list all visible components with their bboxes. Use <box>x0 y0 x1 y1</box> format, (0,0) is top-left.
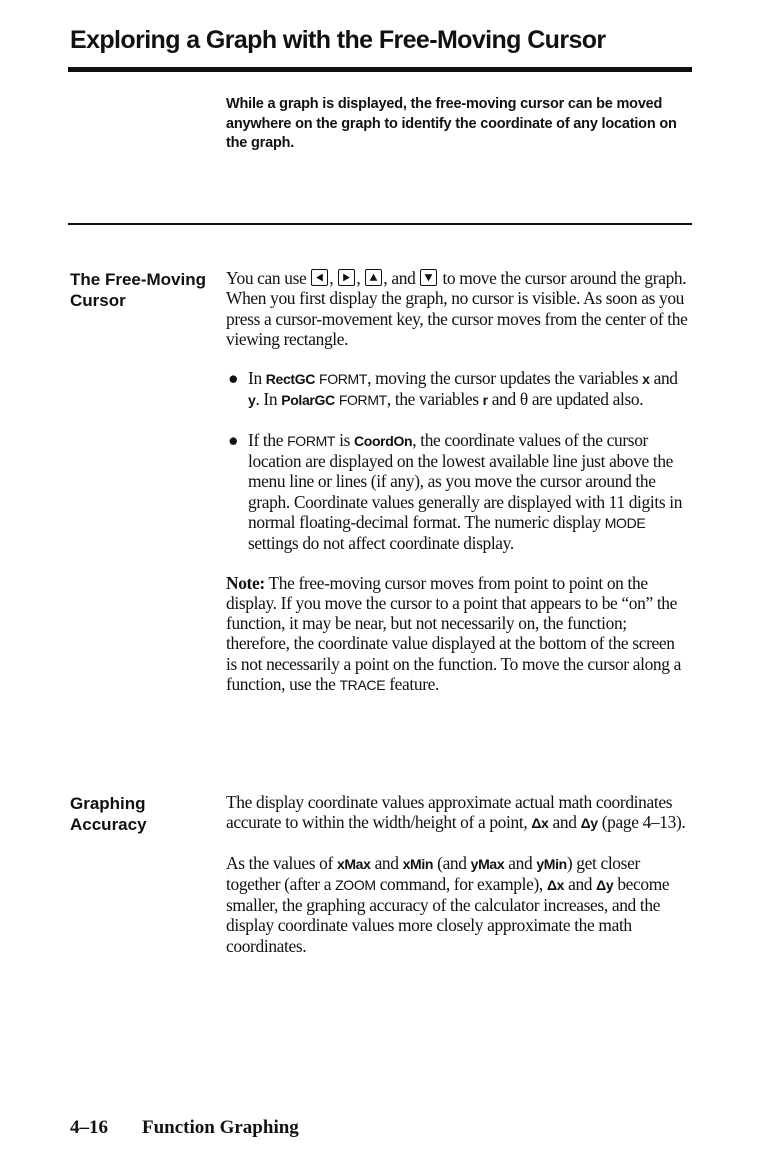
section-heading-graphing-accuracy <box>70 793 147 835</box>
bullet-icon: ● <box>228 429 239 450</box>
page-number: 4–16 <box>70 1117 108 1138</box>
chapter-title: Function Graphing <box>142 1117 299 1138</box>
note-label: Note: <box>226 572 265 593</box>
section-divider <box>68 223 692 225</box>
accuracy-paragraph: As the values of xMax and xMin (and yMax and yMin) get closer together (after a ZOOM command, for example), Δx and Δy become smaller, the graphing accuracy of the calculator increases, and the display coordinate values more closely approximate the math coordinates. <box>226 852 670 956</box>
heading-line: The Free-Moving <box>70 270 207 289</box>
list-item: ● If the FORMT is CoordOn, the coordinate values of the cursor location are displayed on the lowest available line just above the menu line or lines (if any), as you move the cursor around the graph. Coordinate values generally are displayed with 11 digits in normal floating-decimal format. The numeric display MODE settings do not affect coordinate display. <box>228 429 683 554</box>
page-footer <box>70 1117 299 1139</box>
heading-line: Accuracy <box>70 815 147 834</box>
intro-paragraph: While a graph is displayed, the free-moving cursor can be moved anywhere on the graph to identify the coordinate of any location on the graph. <box>226 96 677 151</box>
up-arrow-key-icon <box>365 269 382 286</box>
free-moving-cursor-body <box>226 268 688 695</box>
graphing-accuracy-body <box>226 792 688 956</box>
heading-line: Cursor <box>70 291 126 310</box>
accuracy-paragraph: The display coordinate values approximate actual math coordinates accurate to within the width/height of a point, Δx and Δy (page 4–13). <box>226 792 686 833</box>
heading-line: Graphing <box>70 794 146 813</box>
right-arrow-key-icon <box>338 269 355 286</box>
section-heading-free-moving-cursor <box>70 269 206 311</box>
cursor-keys-paragraph: You can use , , , and to move the cursor around the graph. When you first display the graph, no cursor is visible. As soon as you press a cursor-movement key, the cursor moves from the center of the viewing rectangle. <box>226 268 688 349</box>
list-item: ● In RectGC FORMT, moving the cursor updates the variables x and y. In PolarGC FORMT, the variables r and θ are updated also. <box>228 368 678 410</box>
left-arrow-key-icon <box>311 269 328 286</box>
title-divider <box>68 67 692 72</box>
down-arrow-key-icon <box>420 269 437 286</box>
note-paragraph: Note: The free-moving cursor moves from point to point on the display. If you move the cursor to a point that appears to be “on” the function, it may be near, but not necessarily on, the function; therefore, the coordinate value displayed at the bottom of the screen is not necessarily a point on the function. To move the cursor along a function, use the TRACE feature. <box>226 572 681 695</box>
page-title: Exploring a Graph with the Free-Moving Cursor <box>70 26 606 54</box>
bullet-icon: ● <box>228 368 239 389</box>
